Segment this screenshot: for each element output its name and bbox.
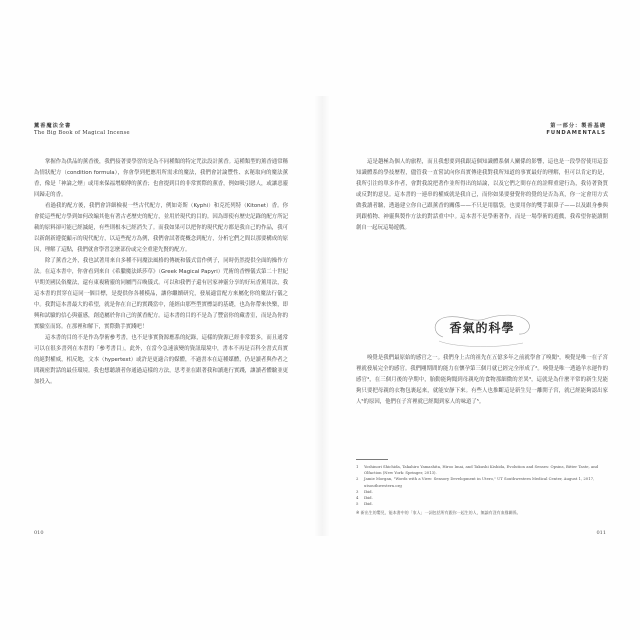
footnote-text: Yoshinori Shichida, Takahiro Yamashita, Hiroo Imai, and Takushi Kishida, Evolution and Senses: Opsins, Bitter Taste, and Olfaction (New York: Springer, 2013). [364,464,599,476]
paragraph: 掌握作為供品的薰香後，我們接著要學習的是為不同種類的特定咒法設計薰香。這種類型的薰香通常稱為情狀配方（condition formula），你會學到把應用所需求的魔法，我們會討論豐性、玄秘取向的魔法薰香，像是「神論之煙」或用來保福增願傳的薰香；也會提到目的非常實際的薰香，例如吸引戀人，或讓惡靈回歸走的香。 [34,159,288,198]
book-title-en: The Big Book of Magical Incense [34,130,130,136]
left-running-header [34,123,130,137]
footnotes [356,464,610,507]
footnote-rule [356,459,388,460]
section-heading [423,307,541,355]
footnote-text: Ibid. [364,495,373,501]
footnote [356,464,610,476]
paragraph: 嗅覺是我們最原始的感官之一。我們身上古的祖先在五億多年之前就學會了嗅聞¹，嗅覺是唯一在子宮裡就發展完全的感官。我們剛期間的能力在懷孕第三個月就已經完全形成了²。嗅覺是唯一透過羊水運作的感官⁴，在三個月後的孕期中，胎動能夠聞到母親吃的食物那細微的差異³，這就是為什麼平常的新生兒能夠只要把母親的衣物包裹起來，就能安靜下來。有些人也推斷這是新生兒一離開子宮，就已經能夠認出家人⁵的原因，他們在子宮裡就已經聞到家人的味道了⁵。 [356,355,608,405]
left-page-number: 010 [34,530,44,536]
paragraph: 這本書的目的不是作為學術參考書，也不是事實資源應系的紀錄，這樣的資源已經非常繁多，而且通常可以在很多書列在本書的「參考書目」，此外，在當今急速演變的資訊環境中，書本不再是百科全書式真實的絕對權威，相反地，文本（hypertext）或許是更適合的媒體，不過書本在這種媒體，仍是讀者與作者之間親密對話的最佳環境。我也想聽讀者你通過這樣的方法，思考並在跟著我和讀進行實踐，讓讀者體驗並更加投入。 [34,335,288,385]
part-title: 第一部分：製香基礎 [550,123,606,129]
translator-note: ※ 新出生的嬰兒，能本書中的「家人」一詞包括所有跟你一起生的人，無論有沒有血緣關係。 [356,510,521,515]
paragraph: 這是趟極為個人的旅程，而且我想要到我跟這個知識體系個人關係的影響，這也是一段學習使用這套知識體系的學技歷程，儘管我一直嘗試向你真實傳達我對我所知道的事實最好的理解，但可以肯定的是，我所引注的單多作者，會對我說把著作並所得出的結論，以及它們之間存在的詮釋重建行為，我待著資質或反對的意見。這本書的一連串的權威就是我自己，而你如果要發覺你的覺的是否為真，你一定會用方式做我讀者驗，透過建立你自己跟薰香的關係——不只是用腦袋，也要用你的雙手跟鼻子——以及跟身參與到跟植物、神靈與製作方法的對話重中中。這本書不是學術著作，而是一場學術的遊戲，我希望你能讀開創自一起玩這場遊戲。 [356,159,608,231]
left-body-text [34,157,288,388]
footnote [356,476,610,488]
right-body-text-top [356,157,608,234]
right-page-number: 011 [596,530,606,536]
right-body-text-bottom [356,353,608,408]
section-title: 香氣的科學 [449,321,515,335]
book-title-cn: 薰香魔法全書 [34,123,72,129]
footnote-text: Ibid. [364,501,373,507]
footnote [356,501,610,507]
footnote-number: 3 [356,488,359,494]
footnote-number: 2 [356,476,359,482]
footnote-number: 1 [356,464,359,469]
part-title-en: FUNDAMENTALS [546,130,606,136]
paragraph: 看過我的配方後，我們會詳細檢視一些古代配方，例如奇斯（Kyphi）和克托列特（Kitonet）香。你會從這些配方學到如何改編其他有著古老歷史的配方，並用於現代的目的。因為即使有歷史記錄的配方所記載的原料卻可能已經滅絕，有些則根本已經消失了。而我如果可以把你的現代配方都是我自己的作品，我可以新創新遵從顯示的現代配方，以這些配方為例，我們會試著從概念到配方，分析它們之間以那要構成的原因，理解了這點，我們就會學習怎麼部份或完全重建先賢的配方。 [34,203,288,253]
footnote-number: 4 [356,495,359,501]
right-page [322,0,640,640]
paragraph: 除了薰香之外，我也試著用來自多種不同魔法風格的傳統和儀式當作例子，同時仍然提供全面的操作方法。在這本書中，你會看到來自《希臘魔法紙莎草》（Greek Magical Papyri）咒術的香煙儀式第二十世紀早期美國民俗魔法，還有東複精靈的同屬門召喚儀式。可以和我們子還有居家神靈分享的好玩香薰用法，我這本書的貫穿在這同一個目標，是提供你各種模品，讓你繼續研究，發展適當配方來屬化你的魔法行儀之中。我對這本書最大的希望，就是你在自己的實踐當中，能經由那些型實標誌的基礎，也為你帶來快樂，即興和試驗的信心與靈感，創造屬於你自己的薰香配方。這本書的目的不是為了豐富你的藏書室，而是為你的實驗室而寫。在那裡和解下，實際動手實踐吧！ [34,258,288,330]
footnote-number: 5 [356,501,359,507]
footnote-text: Jamie Morgan, "Words with a View: Sensory Development in Utero," UT Southwestern Medical Center, August 1, 2017, utsouthwestern.org [364,476,595,488]
right-running-header [546,123,606,137]
footnote-text: Ibid. [364,488,373,494]
